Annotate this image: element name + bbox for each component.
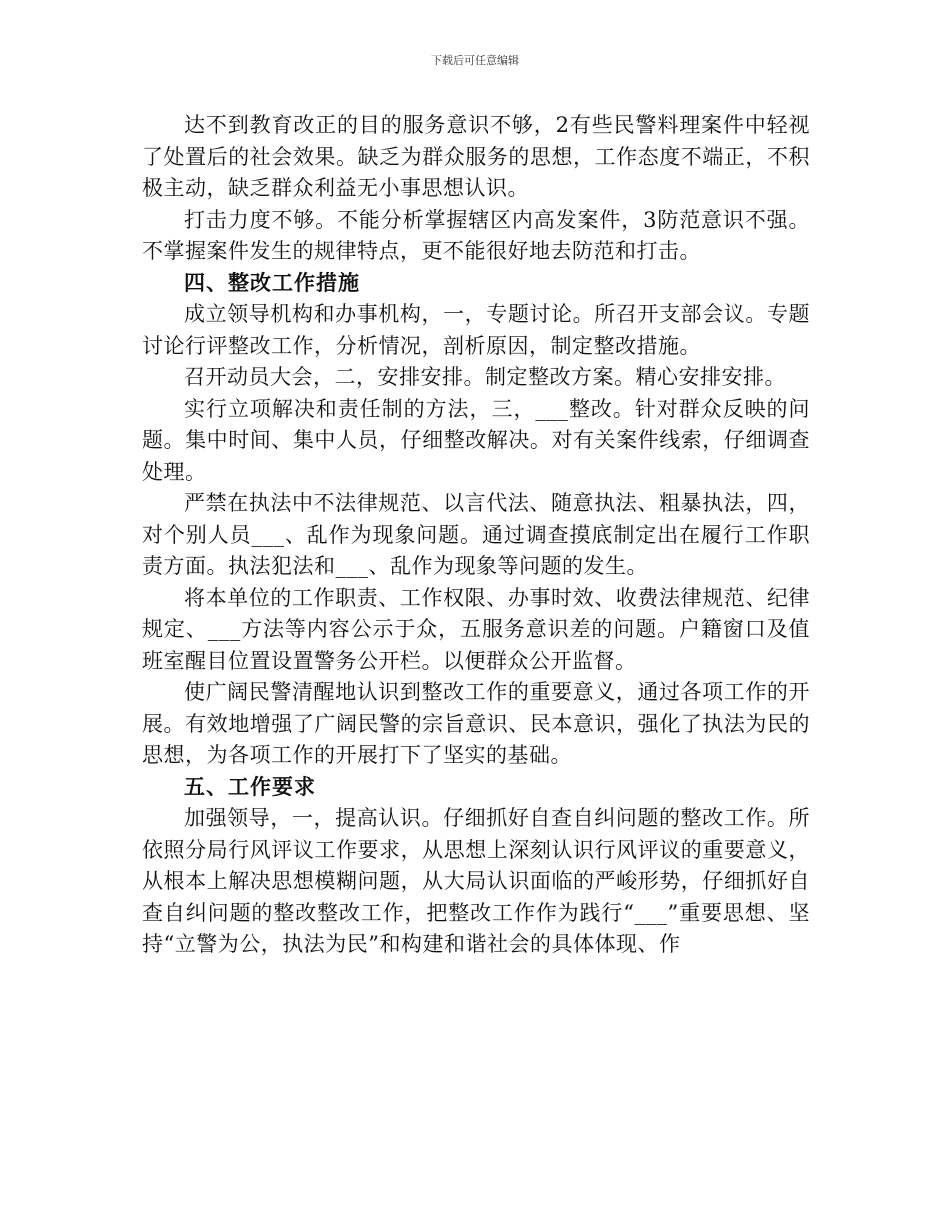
document-body <box>142 110 810 961</box>
paragraph-1: 达不到教育改正的目的服务意识不够，2有些民警料理案件中轻视了处置后的社会效果。缺乏为群众服务的思想，工作态度不端正，不积极主动，缺乏群众利益无小事思想认识。 <box>142 113 810 200</box>
section-heading-5: 五、工作要求 <box>184 774 316 799</box>
paragraph-8: 使广阔民警清醒地认识到整改工作的重要意义，通过各项工作的开展。有效地增强了广阔民警的宗旨意识、民本意识，强化了执法为民的思想，为各项工作的开展打下了坚实的基础。 <box>142 680 810 767</box>
paragraph-9: 加强领导，一，提高认识。仔细抓好自查自纠问题的整改工作。所依照分局行风评议工作要求，从思想上深刻认识行风评议的重要意义，从根本上解决思想模糊问题，从大局认识面临的严峻形势，仔细抓好自查自纠问题的整改整改工作，把整改工作作为践行“___”重要思想、坚持“立警为公，执法为民”和构建和谐社会的具体体现、作 <box>142 806 810 956</box>
paragraph-3: 成立领导机构和办事机构，一，专题讨论。所召开支部会议。专题讨论行评整改工作，分析情况，剖析原因，制定整改措施。 <box>142 302 810 358</box>
paragraph-2: 打击力度不够。不能分析掌握辖区内高发案件，3防范意识不强。不掌握案件发生的规律特点，更不能很好地去防范和打击。 <box>142 207 810 263</box>
paragraph-4: 召开动员大会，二，安排安排。制定整改方案。精心安排安排。 <box>184 365 786 389</box>
paragraph-5: 实行立项解决和责任制的方法，三，___整改。针对群众反映的问题。集中时间、集中人员，仔细整改解决。对有关案件线索，仔细调查处理。 <box>142 396 810 484</box>
section-heading-4: 四、整改工作措施 <box>184 270 360 295</box>
paragraph-6: 严禁在执法中不法律规范、以言代法、随意执法、粗暴执法，四，对个别人员___、乱作为现象问题。通过调查摸底制定出在履行工作职责方面。执法犯法和___、乱作为现象等问题的发生。 <box>142 491 810 578</box>
paragraph-7: 将本单位的工作职责、工作权限、办事时效、收费法律规范、纪律规定、___方法等内容公示于众，五服务意识差的问题。户籍窗口及值班室醒目位置设置警务公开栏。以便群众公开监督。 <box>142 585 810 673</box>
page-header: 下载后可任意编辑 <box>431 54 519 67</box>
